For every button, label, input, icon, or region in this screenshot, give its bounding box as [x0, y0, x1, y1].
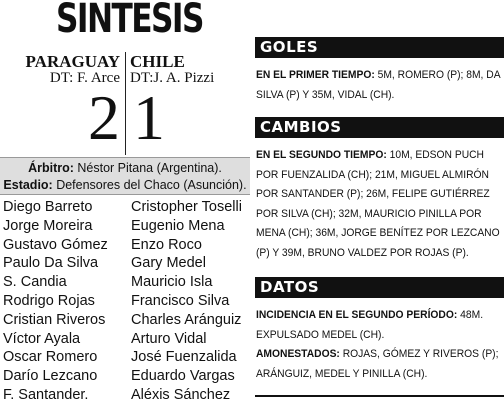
list-item: F. Santander.	[3, 386, 89, 403]
incidencia-value: 48M. EXPULSADO MEDEL (CH).	[256, 309, 484, 341]
amonestados-value: ROJAS, GÓMEZ Y RIVEROS (P); ARÁNGUIZ, MEDEL Y PINILLA (CH).	[256, 348, 499, 380]
home-team-name: PARAGUAY	[25, 52, 120, 71]
list-item: Eduardo Vargas	[131, 368, 235, 385]
home-lineup	[3, 198, 108, 405]
referee-line	[0, 160, 250, 177]
stadium-line	[0, 177, 250, 194]
list-item: Oscar Romero	[3, 349, 98, 366]
home-score: 2	[88, 82, 120, 153]
cambios-label: EN EL SEGUNDO TIEMPO:	[256, 149, 387, 161]
officials-box	[0, 157, 250, 195]
list-item: Cristian Riveros	[3, 311, 106, 328]
goles-text	[256, 66, 504, 105]
away-lineup	[131, 198, 242, 405]
cambios-header: CAMBIOS	[255, 117, 504, 138]
list-item: Rodrigo Rojas	[3, 292, 95, 309]
list-item: Gary Medel	[131, 255, 206, 272]
list-item: Darío Lezcano	[3, 368, 98, 385]
stadium-value: Defensores del Chaco (Asunción).	[52, 178, 247, 192]
list-item: José Fuenzalida	[131, 349, 237, 366]
goles-header: GOLES	[255, 37, 504, 58]
away-team-name: CHILE	[130, 52, 185, 71]
referee-label: Árbitro:	[28, 161, 74, 175]
goles-value: 5M, ROMERO (P); 8M, DA SILVA (P) Y 35M, VIDAL (CH).	[256, 69, 501, 101]
datos-header: DATOS	[255, 277, 504, 298]
cambios-value: 10M, EDSON PUCH POR FUENZALIDA (CH); 21M, MIGUEL ALMIRÓN POR SANTANDER (P); 26M, FELIPE GUTIÉRREZ POR SILVA (CH); 32M, MAURICIO PINILLA POR MENA (CH); 36M, JORGE BENÍTEZ POR LEZCANO (P) Y 39M, BRUNO VALDEZ POR ROJAS (P).	[256, 149, 500, 259]
list-item: Francisco Silva	[131, 292, 230, 309]
list-item: Eugenio Mena	[131, 217, 225, 234]
datos-amonestados	[256, 345, 504, 384]
list-item: Enzo Roco	[131, 236, 202, 253]
datos-incidencia	[256, 306, 504, 345]
away-coach: DT:J. A. Pizzi	[130, 70, 215, 86]
list-item: Paulo Da Silva	[3, 255, 99, 272]
goles-label: EN EL PRIMER TIEMPO:	[256, 69, 375, 81]
amonestados-label: AMONESTADOS:	[256, 348, 340, 360]
page-title: SINTESIS	[56, 0, 203, 42]
list-item: Aléxis Sánchez	[131, 386, 231, 403]
list-item: Gustavo Gómez	[3, 236, 108, 253]
incidencia-label: INCIDENCIA EN EL SEGUNDO PERÍODO:	[256, 309, 458, 321]
list-item: Diego Barreto	[3, 199, 93, 215]
list-item: Charles Aránguiz	[131, 311, 242, 328]
list-item: Arturo Vidal	[131, 330, 207, 347]
cambios-text	[256, 146, 504, 263]
referee-value: Néstor Pitana (Argentina).	[73, 161, 222, 175]
bottom-divider	[255, 395, 504, 397]
list-item: Mauricio Isla	[131, 274, 213, 291]
score-divider	[125, 52, 126, 155]
list-item: S. Candia	[3, 274, 67, 291]
stadium-label: Estadio:	[3, 178, 53, 192]
home-coach: DT: F. Arce	[49, 70, 120, 86]
list-item: Cristopher Toselli	[131, 199, 242, 215]
list-item: Víctor Ayala	[3, 330, 81, 347]
list-item: Jorge Moreira	[3, 217, 93, 234]
away-score: 1	[133, 82, 165, 153]
